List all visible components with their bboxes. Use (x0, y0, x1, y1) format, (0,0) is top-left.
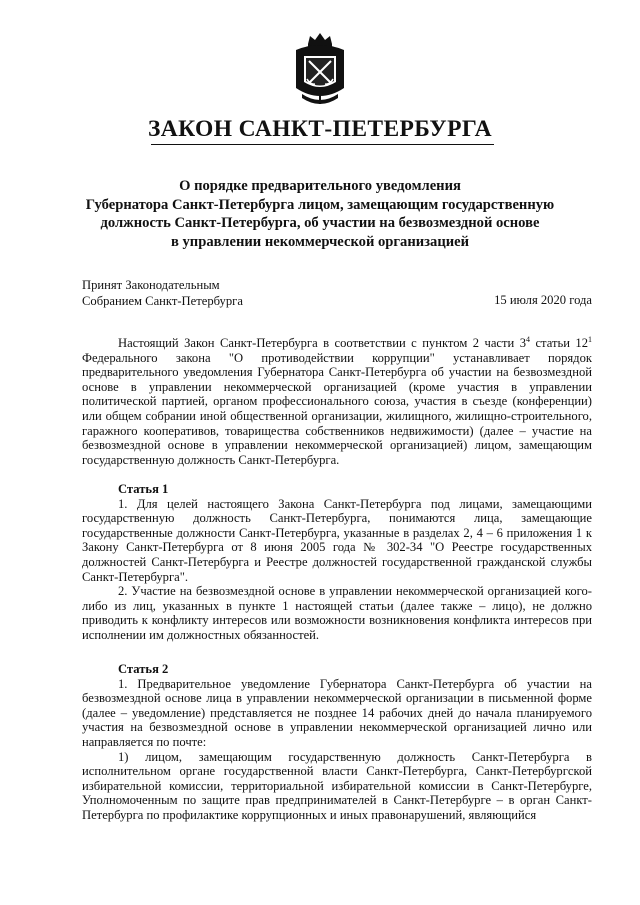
adopted-by (82, 278, 243, 309)
preamble-text: Федерального закона "О противодействии коррупции" устанавливает порядок предварительного уведомления Губернатора Санкт-Петербурга об участии на безвозмездной основе в управлении некоммерческой организацией (кроме участия в управлении политической партией, органом профессионального союза, участия в съезде (конференции) или общем собрании иной общественной организации, жилищного, жилищно-строительного, гаражного кооперативов, товарищества собственников недвижимости) (далее – участие на безвозмездной основе в управлении некоммерческой организацией) лицом, замещающим государственную должность Санкт-Петербурга. (82, 350, 592, 467)
article-paragraph: 1. Предварительное уведомление Губернатора Санкт-Петербурга об участии на безвозмездной основе лица в управлении некоммерческой организации в письменной форме (далее – уведомление) представляется не позднее 14 рабочих дней до начала планируемого участия на безвозмездной основе в управлении некоммерческой организацией лично или направляется по почте: (82, 676, 592, 749)
subtitle-line: О порядке предварительного уведомления (179, 178, 461, 194)
preamble-text: статьи 12 (530, 336, 588, 350)
law-subtitle (70, 177, 570, 251)
preamble-text: Настоящий Закон Санкт-Петербурга в соответствии с пунктом 2 части 3 (118, 336, 526, 350)
article-paragraph: 2. Участие на безвозмездной основе в управлении некоммерческой организацией кого-либо из лиц, указанных в пункте 1 настоящей статьи (далее также – лицо), не должно приводить к конфликту интересов или возможности возникновения конфликта интересов при исполнении им должностных обязанностей. (82, 584, 592, 642)
article-2 (82, 662, 592, 823)
coat-of-arms-emblem (288, 30, 352, 108)
article-1 (82, 482, 592, 643)
article-paragraph: 1) лицом, замещающим государственную должность Санкт-Петербурга в исполнительном органе государственной власти Санкт-Петербурга, Санкт-Петербургской избирательной комиссии, территориальной избирательной комиссии в Санкт-Петербурге, Уполномоченным по защите прав предпринимателей в Санкт-Петербурге – в орган Санкт-Петербурга по профилактике коррупционных и иных правонарушений, являющийся (82, 749, 592, 822)
adopted-line: Собранием Санкт-Петербурга (82, 293, 243, 308)
title-underline (151, 144, 494, 145)
article-heading: Статья 1 (118, 482, 169, 496)
article-heading: Статья 2 (118, 662, 169, 676)
superscript: 1 (588, 334, 592, 344)
adopted-line: Принят Законодательным (82, 278, 220, 292)
article-paragraph: 1. Для целей настоящего Закона Санкт-Петербурга под лицами, замещающими государственную должность Санкт-Петербурга, понимаются лица, замещающие государственные должности Санкт-Петербурга, указанные в разделах 2, 4 – 6 приложения 1 к Закону Санкт-Петербурга от 8 июня 2005 года № 302-34 "О Реестре государственных должностей Санкт-Петербурга и Реестре должностей государственной гражданской службы Санкт-Петербурга". (82, 496, 592, 584)
adoption-date: 15 июля 2020 года (494, 293, 592, 307)
superscript: 4 (526, 334, 530, 344)
preamble-block (82, 336, 592, 467)
law-title: ЗАКОН САНКТ-ПЕТЕРБУРГА (148, 116, 492, 142)
subtitle-line: Губернатора Санкт-Петербурга лицом, замещающим государственную (85, 196, 555, 213)
subtitle-line: в управлении некоммерческой организацией (170, 233, 470, 250)
preamble-paragraph (82, 336, 592, 467)
subtitle-line: должность Санкт-Петербурга, об участии на безвозмездной основе (100, 215, 540, 231)
